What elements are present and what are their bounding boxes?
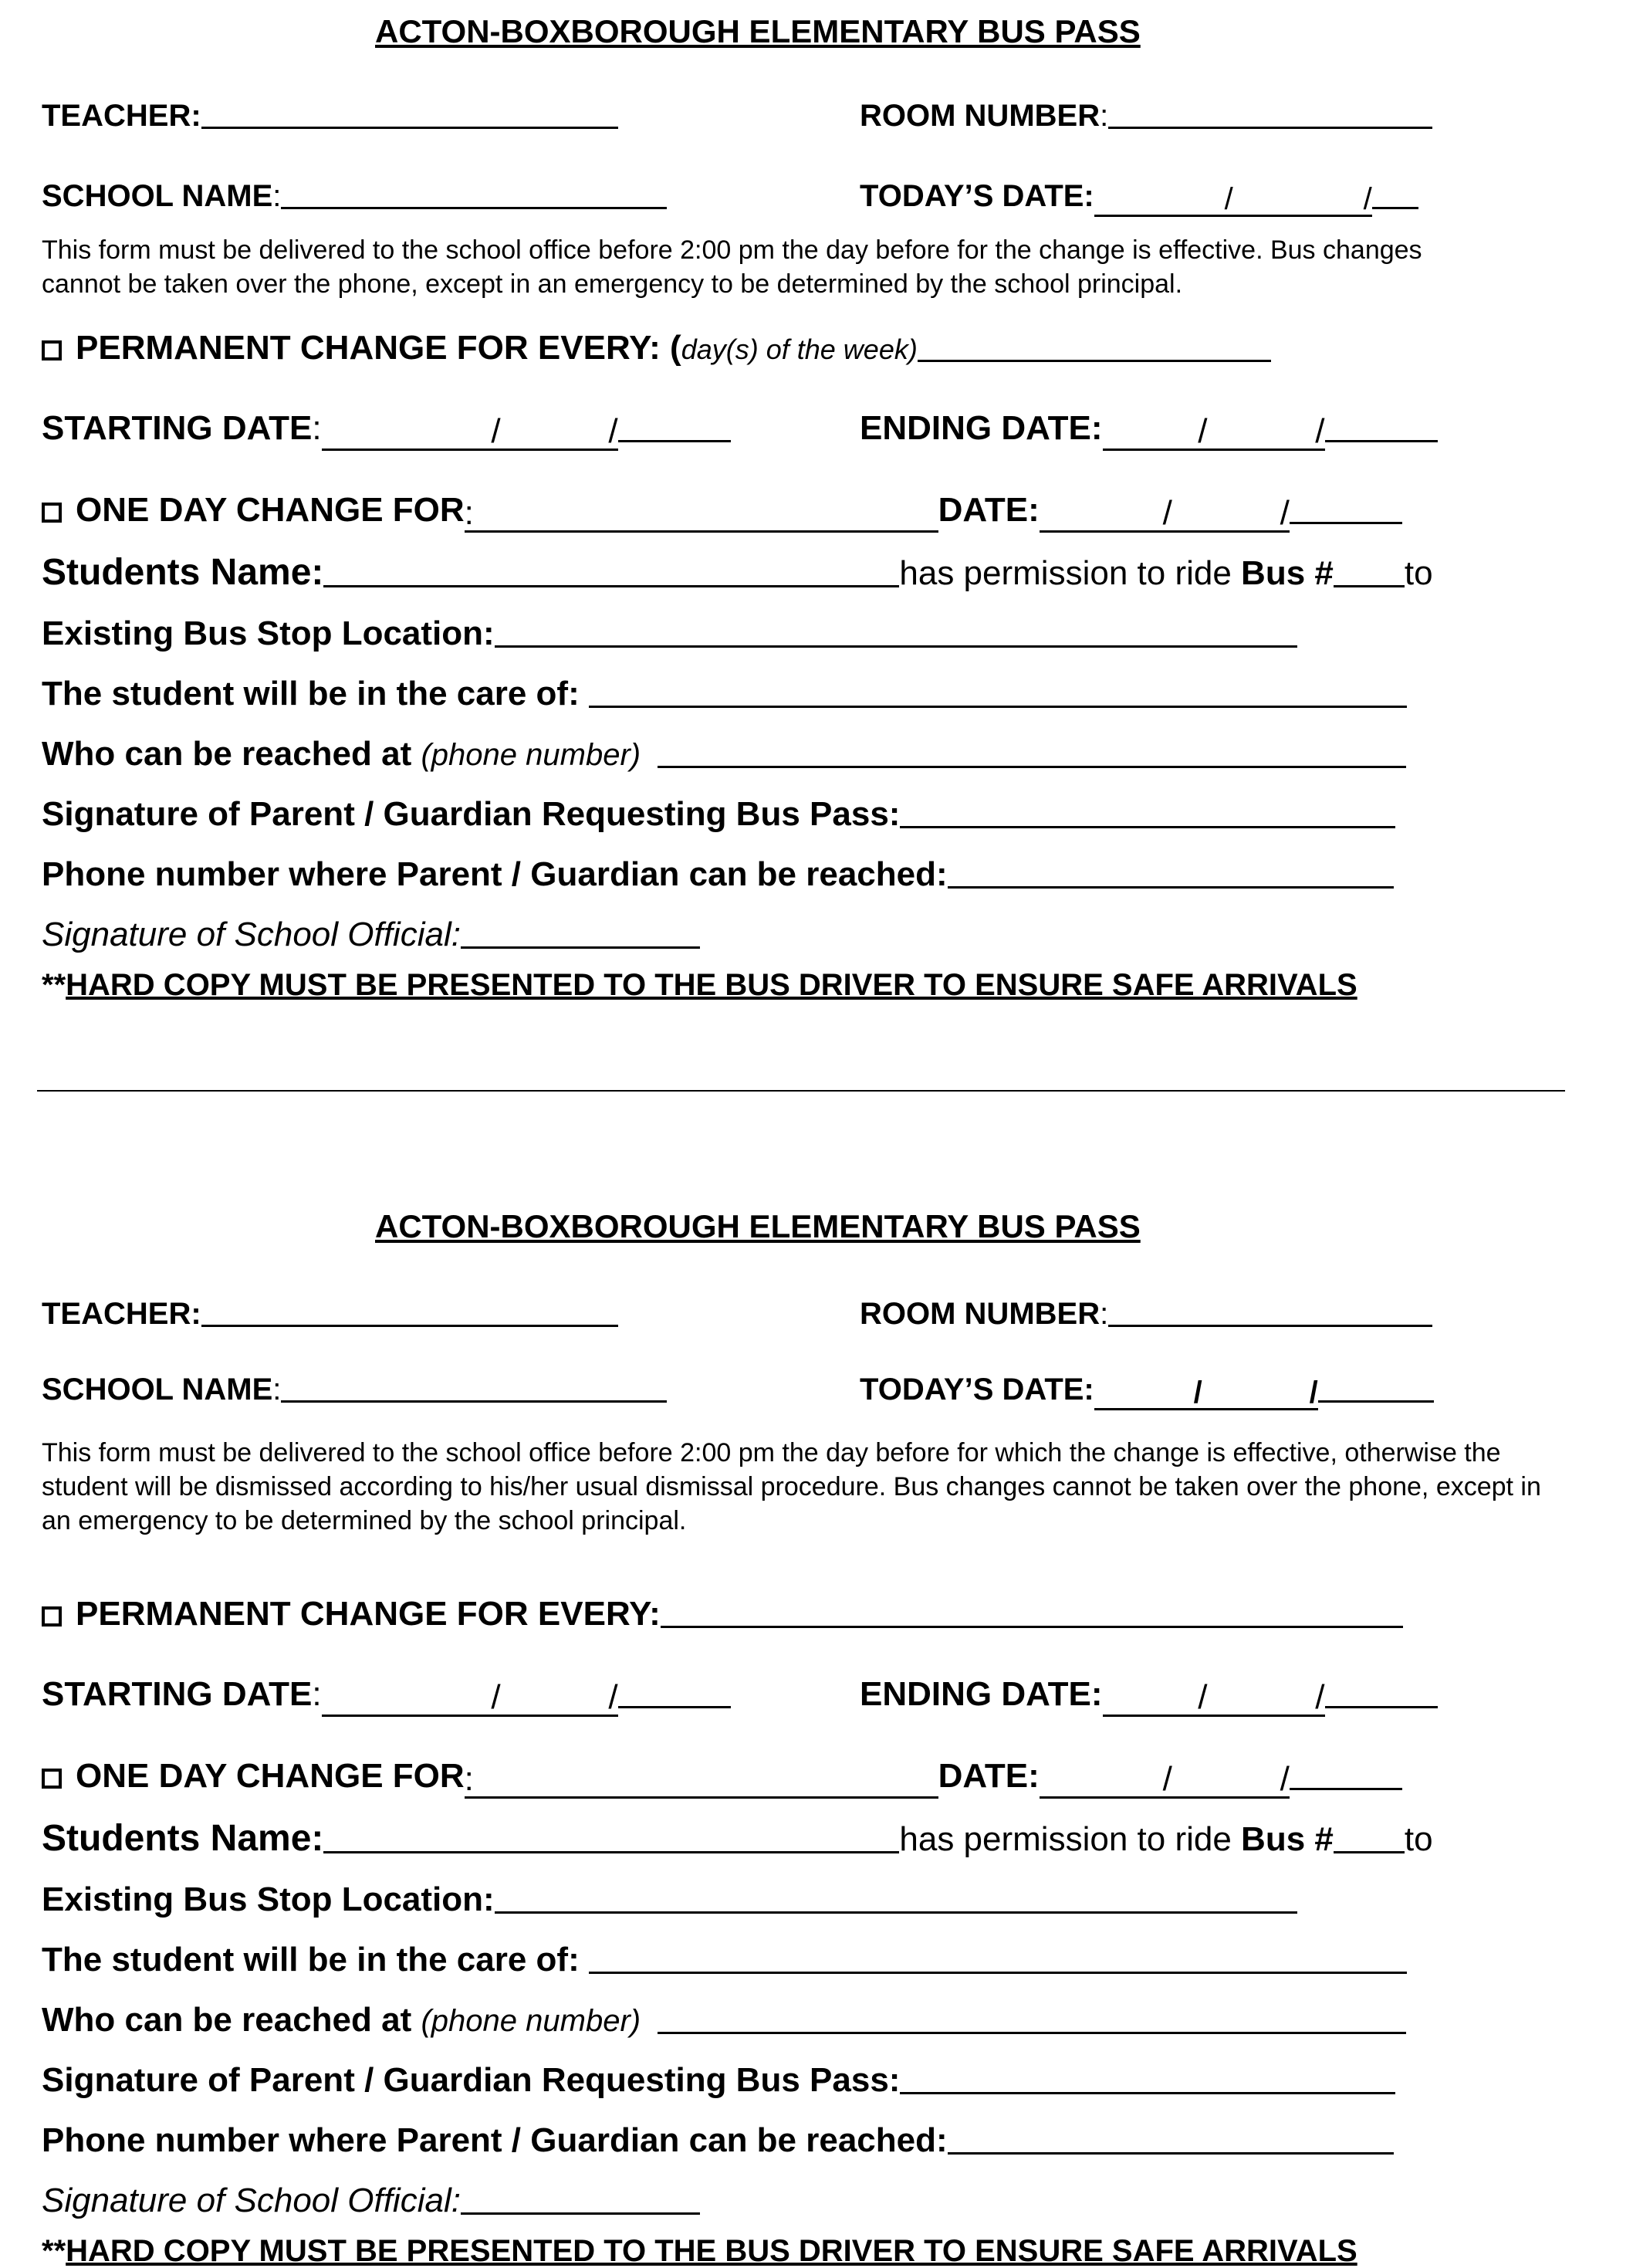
official-signature-label: Signature of School Official: (42, 916, 461, 953)
school-name-label: SCHOOL NAME (42, 1373, 273, 1406)
existing-stop-row[interactable] (42, 1874, 1297, 1917)
students-name-row[interactable] (42, 545, 1433, 591)
official-signature-label: Signature of School Official: (42, 2182, 461, 2219)
teacher-blank[interactable] (201, 1294, 618, 1327)
permanent-change-row[interactable] (42, 323, 1271, 365)
official-signature-row[interactable] (42, 909, 700, 952)
school-name-blank[interactable] (281, 1369, 667, 1403)
phone-number-hint: (phone number) (421, 738, 641, 772)
permission-text: has permission to ride (899, 554, 1242, 592)
who-reached-blank[interactable] (658, 732, 1406, 768)
school-name-field[interactable]: SCHOOL NAME: (42, 1366, 667, 1405)
care-of-row[interactable] (42, 1935, 1407, 1977)
permanent-change-label: PERMANENT CHANGE FOR EVERY: (76, 1595, 661, 1633)
who-reached-row[interactable] (42, 1995, 1406, 2037)
todays-date-label: TODAY’S DATE: (860, 179, 1094, 213)
to-text: to (1404, 1820, 1433, 1858)
room-number-blank[interactable] (1108, 96, 1432, 129)
students-name-row[interactable] (42, 1811, 1433, 1857)
todays-date-field[interactable]: TODAY’S DATE: / / (860, 1366, 1434, 1407)
date-label: DATE: (938, 491, 1040, 529)
teacher-label: TEACHER: (42, 99, 201, 133)
starting-date-label: STARTING DATE (42, 409, 313, 447)
students-name-label: Students Name: (42, 552, 324, 593)
one-day-change-checkbox[interactable] (42, 1769, 62, 1789)
teacher-field[interactable] (42, 1291, 618, 1329)
students-name-label: Students Name: (42, 1818, 324, 1859)
bus-number-label: Bus # (1241, 1820, 1334, 1858)
existing-stop-label: Existing Bus Stop Location: (42, 1880, 495, 1918)
official-signature-blank[interactable] (461, 2178, 700, 2215)
bus-number-blank[interactable] (1334, 548, 1405, 587)
parent-signature-blank[interactable] (900, 792, 1395, 828)
hard-copy-text: HARD COPY MUST BE PRESENTED TO THE BUS DRIVER TO ENSURE SAFE ARRIVALS (66, 2234, 1357, 2268)
teacher-blank[interactable] (201, 96, 618, 129)
permanent-change-blank[interactable] (661, 1592, 1403, 1628)
existing-stop-label: Existing Bus Stop Location: (42, 614, 495, 652)
existing-stop-row[interactable] (42, 608, 1297, 651)
existing-stop-blank[interactable] (495, 1877, 1297, 1914)
permanent-change-blank[interactable] (918, 326, 1271, 362)
room-number-label: ROOM NUMBER (860, 99, 1100, 133)
form-title: ACTON-BOXBOROUGH ELEMENTARY BUS PASS (375, 13, 1141, 49)
parent-signature-label: Signature of Parent / Guardian Requesting Bus Pass: (42, 795, 901, 833)
official-signature-row[interactable] (42, 2175, 700, 2218)
phone-number-hint: (phone number) (421, 2004, 641, 2038)
one-day-change-row[interactable]: ONE DAY CHANGE FOR: DATE: / / (42, 485, 1402, 530)
room-number-blank[interactable] (1108, 1294, 1432, 1327)
to-text: to (1404, 554, 1433, 592)
parent-phone-label: Phone number where Parent / Guardian can be reached: (42, 855, 948, 893)
students-name-blank[interactable] (323, 1814, 899, 1853)
who-reached-blank[interactable] (658, 1998, 1406, 2034)
existing-stop-blank[interactable] (495, 611, 1297, 648)
ending-date-field[interactable]: ENDING DATE: / / (860, 1669, 1438, 1714)
parent-phone-blank[interactable] (948, 852, 1394, 889)
one-day-change-checkbox[interactable] (42, 503, 62, 523)
ending-date-label: ENDING DATE: (860, 409, 1103, 447)
permanent-change-checkbox[interactable] (42, 340, 62, 361)
form-divider (37, 1090, 1565, 1092)
school-name-field[interactable]: SCHOOL NAME: (42, 173, 667, 212)
form-title: ACTON-BOXBOROUGH ELEMENTARY BUS PASS (375, 1208, 1141, 1244)
school-name-blank[interactable] (281, 176, 667, 209)
school-name-label: SCHOOL NAME (42, 179, 273, 213)
bus-number-blank[interactable] (1334, 1814, 1405, 1853)
parent-phone-row[interactable] (42, 849, 1394, 892)
care-of-label: The student will be in the care of: (42, 1941, 589, 1979)
parent-phone-row[interactable] (42, 2115, 1394, 2158)
care-of-label: The student will be in the care of: (42, 675, 589, 713)
starting-date-field[interactable]: STARTING DATE: / / (42, 1669, 731, 1714)
who-reached-label: Who can be reached at (42, 735, 421, 773)
one-day-change-label: ONE DAY CHANGE FOR (76, 1757, 465, 1795)
todays-date-label: TODAY’S DATE: (860, 1373, 1094, 1406)
official-signature-blank[interactable] (461, 912, 700, 949)
permanent-change-checkbox[interactable] (42, 1606, 62, 1627)
students-name-blank[interactable] (323, 548, 899, 587)
parent-phone-blank[interactable] (948, 2118, 1394, 2155)
hard-copy-notice: **HARD COPY MUST BE PRESENTED TO THE BUS DRIVER TO ENSURE SAFE ARRIVALS (42, 968, 1357, 1002)
delivery-note: This form must be delivered to the school office before 2:00 pm the day before for the change is effective. Bus changes cannot be taken over the phone, except in an emergency to be determined by the school principal. (42, 235, 1422, 300)
room-number-label: ROOM NUMBER (860, 1297, 1100, 1331)
starting-date-label: STARTING DATE (42, 1675, 313, 1713)
delivery-note: This form must be delivered to the school office before 2:00 pm the day before for which the change is effective, otherwise the student will be dismissed according to his/her usual dismissal procedure. Bus changes cannot be taken over the phone, except in an emergency to be determined by the school principal. (42, 1438, 1541, 1536)
parent-phone-label: Phone number where Parent / Guardian can be reached: (42, 2121, 948, 2159)
bus-number-label: Bus # (1241, 554, 1334, 592)
one-day-change-row[interactable]: ONE DAY CHANGE FOR: DATE: / / (42, 1751, 1402, 1796)
care-of-row[interactable] (42, 669, 1407, 711)
permanent-change-row[interactable] (42, 1589, 1403, 1631)
ending-date-field[interactable]: ENDING DATE: / / (860, 403, 1438, 448)
teacher-label: TEACHER: (42, 1297, 201, 1331)
room-number-field[interactable]: ROOM NUMBER: (860, 93, 1432, 131)
days-of-week-hint: day(s) of the week) (681, 333, 918, 365)
care-of-blank[interactable] (589, 1938, 1407, 1974)
parent-signature-row[interactable] (42, 2055, 1395, 2097)
room-number-field[interactable]: ROOM NUMBER: (860, 1291, 1432, 1329)
parent-signature-label: Signature of Parent / Guardian Requesting Bus Pass: (42, 2061, 901, 2099)
parent-signature-row[interactable] (42, 789, 1395, 831)
permission-text: has permission to ride (899, 1820, 1242, 1858)
who-reached-row[interactable] (42, 729, 1406, 771)
date-label: DATE: (938, 1757, 1040, 1795)
one-day-change-label: ONE DAY CHANGE FOR (76, 491, 465, 529)
permanent-change-label: PERMANENT CHANGE FOR EVERY: ( (76, 329, 681, 367)
starting-date-field[interactable]: STARTING DATE: / / (42, 403, 731, 448)
hard-copy-text: HARD COPY MUST BE PRESENTED TO THE BUS DRIVER TO ENSURE SAFE ARRIVALS (66, 968, 1357, 1002)
care-of-blank[interactable] (589, 672, 1407, 708)
who-reached-label: Who can be reached at (42, 2001, 421, 2039)
hard-copy-notice: **HARD COPY MUST BE PRESENTED TO THE BUS DRIVER TO ENSURE SAFE ARRIVALS (42, 2234, 1357, 2268)
todays-date-field[interactable]: TODAY’S DATE: / / (860, 173, 1418, 214)
ending-date-label: ENDING DATE: (860, 1675, 1103, 1713)
parent-signature-blank[interactable] (900, 2058, 1395, 2094)
teacher-field[interactable] (42, 93, 618, 131)
